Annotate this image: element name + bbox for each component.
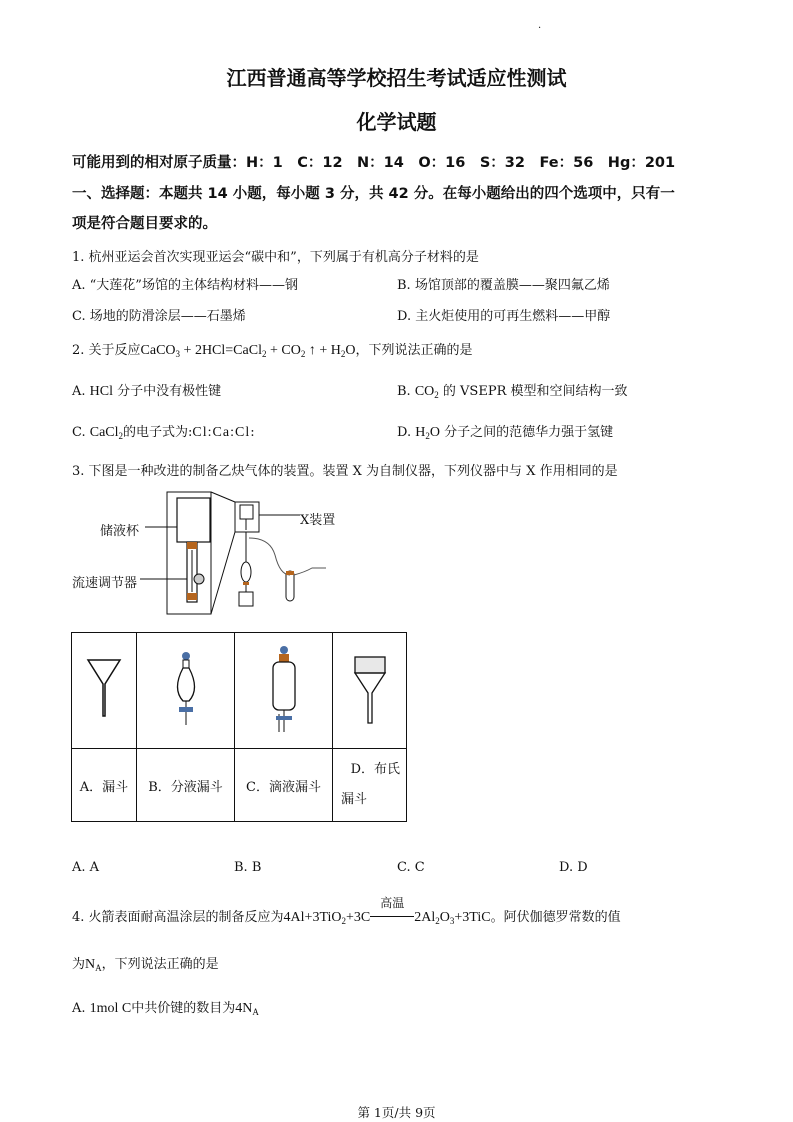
q4-avogadro-symbol: $N_A$ (85, 957, 102, 973)
q2-stem (72, 339, 472, 359)
label-storage-cup: 储液杯 (100, 524, 140, 539)
q4-option-a-value: $4N_A$ (235, 1001, 259, 1017)
section-instructions-line1: 一、选择题：本题共 14 小题，每小题 3 分，共 42 分。在每小题给出的四个选项中，只有一 (72, 186, 675, 202)
q3-option-c: C. C (397, 860, 425, 875)
q2-option-c-text: 的电子式为: (123, 425, 193, 440)
zoom-line-top (211, 492, 235, 502)
q2-option-d-chem: $H_2O$ (415, 425, 440, 441)
q3-option-a: A. A (72, 860, 100, 875)
q4-stem-line2 (72, 953, 219, 973)
q4-line2-pre: 为 (72, 957, 86, 972)
regulator-top-band (187, 542, 197, 549)
q4-option-a (72, 997, 259, 1017)
q2-option-c (72, 421, 255, 441)
separatory-funnel-icon (166, 649, 206, 729)
regulator-bottom-band (187, 593, 197, 600)
q2-stem-pre: 2. 关于反应 (72, 343, 141, 358)
cell-separatory-funnel-image (137, 633, 235, 749)
q2-option-d-text: 分子之间的范德华力强于氢键 (439, 425, 614, 440)
section-instructions-line2: 项是符合题目要求的。 (72, 216, 217, 232)
apparatus-diagram (140, 480, 340, 620)
q2-option-b-text: 的 VSEPR 模型和空间结构一致 (438, 384, 628, 399)
q2-option-c-electron-formula: Cl:Ca:Cl (192, 425, 251, 440)
q2-stem-post: ，下列说法正确的是 (355, 343, 473, 358)
caption-c: C．滴液漏斗 (235, 749, 333, 822)
exam-title: 江西普通高等学校招生考试适应性测试 (226, 66, 567, 90)
q1-option-a: A. “大莲花”场馆的主体结构材料——钢 (72, 278, 298, 293)
q4-reaction-equation: 4Al+3TiO$_2$+3C 高温 $2Al_2O_3+3TiC$ (283, 896, 491, 926)
q4-reaction-arrow (370, 896, 414, 926)
caption-d-line1: D．布氏 (350, 762, 400, 777)
q4-stem (72, 896, 621, 926)
zoom-line-bottom (211, 532, 235, 614)
q1-stem: 1. 杭州亚运会首次实现亚运会“碳中和”，下列属于有机高分子材料的是 (72, 250, 479, 265)
cell-buchner-funnel-image (333, 633, 407, 749)
caption-b: B．分液漏斗 (137, 749, 235, 822)
q2-option-c-label: C. (72, 425, 90, 440)
q2-reaction-equation: CaCO$_3$ + 2HCl=CaCl$_2$ + $CO_2$ ↑ + $H_2O$ (140, 343, 356, 359)
q3-option-d: D. D (559, 860, 588, 875)
outlet-tube (294, 568, 326, 575)
apparatus-table (71, 632, 407, 822)
buchner-funnel-icon (350, 649, 390, 729)
storage-cup-shape (177, 498, 210, 542)
q2-option-a-text: 分子中没有极性键 (113, 384, 222, 399)
q4-stem-pre: 4. 火箭表面耐高温涂层的制备反应为 (72, 910, 284, 925)
q4-line2-post: ，下列说法正确的是 (101, 957, 219, 972)
exam-subtitle: 化学试题 (356, 110, 437, 134)
bulb (241, 562, 251, 582)
test-tube-stopper (286, 571, 294, 575)
q4-option-a-label: A. (72, 1001, 90, 1016)
caption-a: A．漏斗 (72, 749, 137, 822)
q2-option-a-chem: HCl (89, 384, 113, 399)
cell-funnel-image (72, 633, 137, 749)
stopcock (243, 582, 249, 585)
q2-option-b-label: B. (397, 384, 415, 399)
dropping-funnel-icon (264, 644, 304, 734)
q2-option-a (72, 380, 221, 400)
q1-option-b: B. 场馆顶部的覆盖膜——聚四氟乙烯 (397, 278, 610, 293)
x-device-frame (235, 502, 259, 532)
q2-option-b (397, 380, 628, 400)
caption-d-line2: 漏斗 (341, 792, 368, 807)
label-flow-regulator: 流速调节器 (72, 576, 138, 591)
q2-option-d (397, 421, 613, 441)
x-device-cup (240, 505, 253, 519)
regulator-knob (194, 574, 204, 584)
q2-option-a-label: A. (72, 384, 90, 399)
q1-option-c: C. 场地的防滑涂层——石墨烯 (72, 309, 246, 324)
q4-reaction-condition: 高温 (380, 896, 405, 910)
cell-dropping-funnel-image (235, 633, 333, 749)
caption-d (333, 749, 407, 822)
q4-option-a-text: 中共价键的数目为 (131, 1001, 236, 1016)
q4-stem-post: 。阿伏伽德罗常数的值 (490, 910, 621, 925)
q4-option-a-chem: 1mol C (89, 1001, 132, 1016)
q2-option-d-label: D. (397, 425, 416, 440)
label-x-device: X装置 (300, 513, 336, 528)
q2-option-b-chem: $CO_2$ (414, 384, 439, 400)
q2-option-c-end: : (250, 425, 255, 440)
atomic-masses: 可能用到的相对原子质量：H：1 C：12 N：14 O：16 S：32 Fe：56 Hg：201 (72, 155, 676, 171)
q3-stem: 3. 下图是一种改进的制备乙炔气体的装置。装置 X 为自制仪器，下列仪器中与 X 作用相同的是 (72, 464, 618, 479)
page-footer: 第 1页/共 9页 (357, 1105, 436, 1120)
gas-tube (249, 538, 290, 575)
beaker (239, 592, 253, 606)
header-dot: . (538, 20, 542, 31)
funnel-icon (84, 654, 124, 724)
q2-option-c-chem: CaCl$_2$ (89, 425, 124, 441)
q3-option-b: B. B (234, 860, 262, 875)
q1-option-d: D. 主火炬使用的可再生燃料——甲醇 (397, 309, 611, 324)
